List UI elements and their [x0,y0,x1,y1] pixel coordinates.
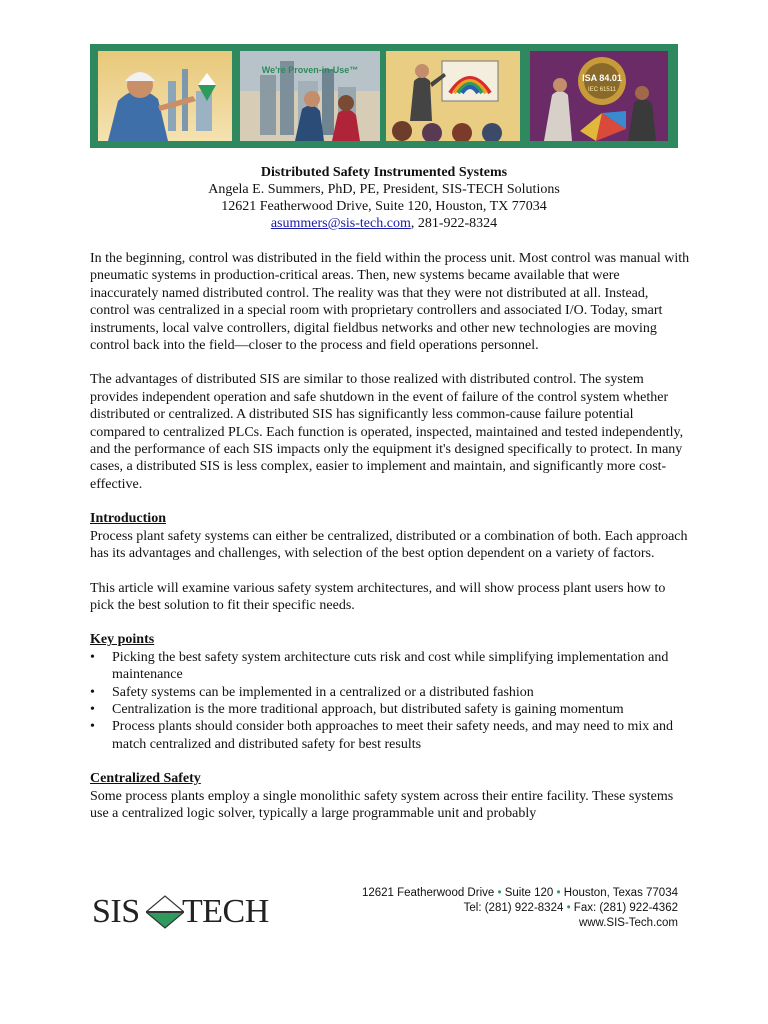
banner-city-illustration [240,51,380,141]
footer-suite: Suite 120 [504,887,554,899]
separator-dot-icon: • [556,887,561,899]
bullet-icon: • [90,684,95,700]
banner-tagline: We're Proven-in-Use™ [261,65,359,75]
heading-introduction: Introduction [90,511,166,527]
footer-website[interactable]: www.SIS-Tech.com [578,917,678,929]
footer-contact [360,886,678,931]
paragraph-advantages: The advantages of distributed SIS are similar to those realized with distributed control. The system provides independent operation and safe shutdown in the event of failure of the control system whether distributed or centralized. A distributed SIS has significantly less common-cause failure potential compared to centralized PLCs. Each function is operated, inspected, maintained and tested independently, and the performance of each SIS impacts only the equipment it's designed specifically to protect. In many cases, a distributed SIS is less complex, easier to implement and maintain, and significantly more cost-effective. [90,372,684,492]
key-point-text: Picking the best safety system architecture cuts risk and cost while simplifying implementation and maintenance [112,649,669,683]
logo-diamond-icon [146,894,184,930]
key-points-list [90,649,690,753]
footer-fax: Fax: (281) 922-4362 [573,902,678,914]
sis-tech-logo [90,888,270,934]
key-point-text: Process plants should consider both approaches to meet their safety needs, and may need to mix and match centralized and distributed safety for best results [112,719,674,752]
key-point-text: Centralization is the more traditional approach, but distributed safety is gaining momentum [112,701,624,717]
banner-badge-subtitle: IEC 61511 [588,87,616,93]
document-header [90,164,678,232]
bullet-icon: • [90,719,95,735]
bullet-icon: • [90,701,95,717]
footer-address-line [360,886,678,901]
heading-key-points: Key points [90,632,155,648]
header-banner [90,44,678,148]
list-item [90,718,690,753]
logo-text-left: SIS [92,893,140,930]
key-point-text: Safety systems can be implemented in a centralized or a distributed fashion [112,684,534,700]
bullet-icon: • [90,649,95,665]
list-item [90,649,690,684]
banner-standards-illustration [530,51,668,141]
paragraph-introduction: Process plant safety systems can either be centralized, distributed or a combination of both. Each approach has its advantages and challenges, with selection of the best option dependent on a variety of factors. [90,528,688,562]
heading-centralized-safety: Centralized Safety [90,771,201,787]
paragraph-centralized-safety: Some process plants employ a single monolithic safety system across their entire facility. These systems use a centralized logic solver, typically a large programmable unit and probably [90,788,674,821]
footer-phone-line [360,901,678,916]
contact-line [90,215,678,232]
paragraph-article-scope: This article will examine various safety system architectures, and will show process plant users how to pick the best solution to fit their specific needs. [90,580,666,613]
banner-presentation-illustration [386,51,520,141]
footer-city: Houston, Texas 77034 [563,887,678,899]
footer-street: 12621 Featherwood Drive [361,887,495,899]
logo-text-right: TECH [182,893,269,930]
separator-dot-icon: • [566,902,571,914]
document-body [90,250,690,839]
separator-dot-icon: • [497,887,502,899]
paragraph-history: In the beginning, control was distributed in the field within the process unit. Most control was manual with pneumatic systems in production-critical areas. Then, new systems became available that were inaccurately named distributed control. The reality was that they were not distributed at all. Instead, control was centralized in a special room with proprietary controllers and associated I/O. Today, smart instruments, local valve controllers, digital fieldbus networks and other new technologies are moving control back into the field—closer to the process and field operations personnel. [90,251,690,354]
footer-tel: Tel: (281) 922-8324 [463,902,564,914]
email-link[interactable]: asummers@sis-tech.com [270,216,411,231]
list-item [90,701,690,718]
banner-badge-title: ISA 84.01 [582,73,622,83]
address-line: 12621 Featherwood Drive, Suite 120, Houston, TX 77034 [221,199,547,214]
phone-text: , 281-922-8324 [410,216,498,231]
list-item [90,684,690,701]
document-title: Distributed Safety Instrumented Systems [260,165,508,180]
author-line: Angela E. Summers, PhD, PE, President, SIS-TECH Solutions [208,182,560,197]
banner-engineer-illustration [98,51,232,141]
